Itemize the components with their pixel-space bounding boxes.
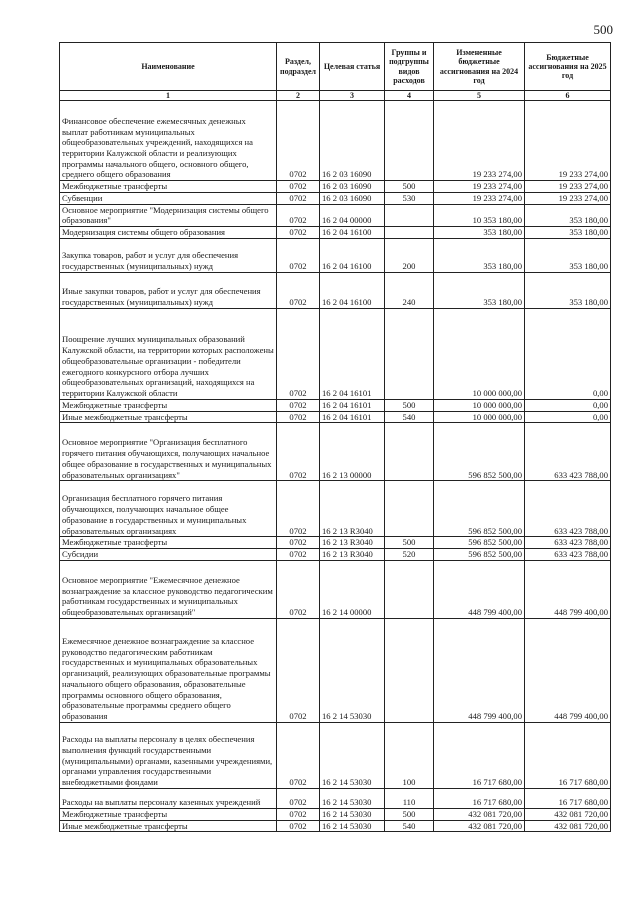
- row-value-2025: 633 423 788,00: [525, 423, 611, 481]
- row-article: 16 2 14 53030: [320, 722, 385, 788]
- row-section: 0702: [277, 788, 320, 808]
- row-group: [385, 101, 434, 181]
- row-value-2025: 19 233 274,00: [525, 101, 611, 181]
- row-name: Организация бесплатного горячего питания обучающихся, получающих начальное общее образование в государственных и муниципальных образовательных организациях: [60, 481, 277, 537]
- row-value-2025: 432 081 720,00: [525, 808, 611, 820]
- column-header-value-2025: Бюджетные ассигнования на 2025 год: [525, 43, 611, 91]
- row-article: 16 2 04 16101: [320, 399, 385, 411]
- row-group: 540: [385, 411, 434, 423]
- row-article: 16 2 04 16100: [320, 272, 385, 308]
- row-article: 16 2 14 53030: [320, 618, 385, 722]
- row-article: 16 2 04 16100: [320, 227, 385, 239]
- row-name: Межбюджетные трансферты: [60, 399, 277, 411]
- row-section: 0702: [277, 808, 320, 820]
- row-value-2024: 596 852 500,00: [434, 549, 525, 561]
- column-number: 6: [525, 91, 611, 101]
- row-name: Субсидии: [60, 549, 277, 561]
- row-section: 0702: [277, 399, 320, 411]
- row-name: Закупка товаров, работ и услуг для обеспечения государственных (муниципальных) нужд: [60, 238, 277, 272]
- row-section: 0702: [277, 227, 320, 239]
- row-name: Межбюджетные трансферты: [60, 181, 277, 193]
- row-name: Расходы на выплаты персоналу казенных учреждений: [60, 788, 277, 808]
- column-header-article: Целевая статья: [320, 43, 385, 91]
- row-section: 0702: [277, 537, 320, 549]
- row-group: 540: [385, 820, 434, 832]
- table-row: [60, 537, 611, 549]
- row-value-2025: 353 180,00: [525, 238, 611, 272]
- budget-table: [59, 42, 611, 832]
- column-number: 1: [60, 91, 277, 101]
- row-value-2024: 19 233 274,00: [434, 101, 525, 181]
- table-row: [60, 192, 611, 204]
- row-name: Основное мероприятие "Модернизация системы общего образования": [60, 204, 277, 226]
- row-section: 0702: [277, 722, 320, 788]
- row-article: 16 2 14 00000: [320, 560, 385, 618]
- table-row: [60, 399, 611, 411]
- column-header-name: Наименование: [60, 43, 277, 91]
- table-header-row: [60, 43, 611, 91]
- row-group: 500: [385, 181, 434, 193]
- table-row: [60, 308, 611, 399]
- table-row: [60, 549, 611, 561]
- row-value-2025: 16 717 680,00: [525, 722, 611, 788]
- row-group: 500: [385, 808, 434, 820]
- row-value-2025: 353 180,00: [525, 272, 611, 308]
- row-group: 520: [385, 549, 434, 561]
- row-value-2025: 0,00: [525, 399, 611, 411]
- row-section: 0702: [277, 560, 320, 618]
- table-row: [60, 101, 611, 181]
- row-value-2024: 16 717 680,00: [434, 722, 525, 788]
- row-section: 0702: [277, 820, 320, 832]
- column-number-row: [60, 91, 611, 101]
- row-value-2024: 10 353 180,00: [434, 204, 525, 226]
- row-name: Финансовое обеспечение ежемесячных денежных выплат работникам муниципальных общеобразовательных учреждений, находящихся на территории Калужской области и реализующих программы начального общего, основного общего, среднего общего образования: [60, 101, 277, 181]
- row-article: 16 2 13 R3040: [320, 537, 385, 549]
- row-value-2025: 633 423 788,00: [525, 549, 611, 561]
- row-group: [385, 227, 434, 239]
- row-article: 16 2 03 16090: [320, 181, 385, 193]
- row-value-2025: 633 423 788,00: [525, 481, 611, 537]
- column-header-value-2024: Измененные бюджетные ассигнования на 2024 год: [434, 43, 525, 91]
- table-row: [60, 722, 611, 788]
- row-value-2025: 633 423 788,00: [525, 537, 611, 549]
- row-value-2024: 448 799 400,00: [434, 560, 525, 618]
- row-article: 16 2 14 53030: [320, 788, 385, 808]
- row-value-2024: 353 180,00: [434, 272, 525, 308]
- page-number: 500: [593, 22, 613, 37]
- row-group: [385, 618, 434, 722]
- row-value-2024: 596 852 500,00: [434, 481, 525, 537]
- row-section: 0702: [277, 192, 320, 204]
- row-section: 0702: [277, 204, 320, 226]
- row-value-2024: 10 000 000,00: [434, 411, 525, 423]
- row-name: Межбюджетные трансферты: [60, 537, 277, 549]
- row-article: 16 2 13 00000: [320, 423, 385, 481]
- row-value-2024: 596 852 500,00: [434, 537, 525, 549]
- column-header-section: Раздел, подраздел: [277, 43, 320, 91]
- row-value-2024: 10 000 000,00: [434, 399, 525, 411]
- row-value-2024: 19 233 274,00: [434, 181, 525, 193]
- row-value-2025: 353 180,00: [525, 204, 611, 226]
- row-group: [385, 308, 434, 399]
- column-number: 3: [320, 91, 385, 101]
- row-name: Иные закупки товаров, работ и услуг для обеспечения государственных (муниципальных) нужд: [60, 272, 277, 308]
- row-article: 16 2 04 16101: [320, 411, 385, 423]
- row-section: 0702: [277, 181, 320, 193]
- row-article: 16 2 04 00000: [320, 204, 385, 226]
- row-value-2024: 353 180,00: [434, 238, 525, 272]
- row-value-2025: 448 799 400,00: [525, 560, 611, 618]
- row-article: 16 2 13 R3040: [320, 481, 385, 537]
- row-name: Поощрение лучших муниципальных образований Калужской области, на территории которых расположены общеобразовательные организации - победители ежегодного конкурсного отбора лучших общеобразовательных организаций, находящихся на территории Калужской области: [60, 308, 277, 399]
- table-row: [60, 481, 611, 537]
- column-number: 2: [277, 91, 320, 101]
- row-article: 16 2 14 53030: [320, 820, 385, 832]
- row-group: 500: [385, 399, 434, 411]
- row-section: 0702: [277, 238, 320, 272]
- row-section: 0702: [277, 423, 320, 481]
- row-group: 500: [385, 537, 434, 549]
- row-name: Модернизация системы общего образования: [60, 227, 277, 239]
- table-row: [60, 560, 611, 618]
- row-value-2024: 448 799 400,00: [434, 618, 525, 722]
- table-row: [60, 204, 611, 226]
- table-row: [60, 227, 611, 239]
- table-row: [60, 238, 611, 272]
- row-name: Межбюджетные трансферты: [60, 808, 277, 820]
- row-value-2025: 448 799 400,00: [525, 618, 611, 722]
- row-value-2025: 353 180,00: [525, 227, 611, 239]
- row-value-2024: 432 081 720,00: [434, 808, 525, 820]
- row-group: [385, 560, 434, 618]
- row-group: [385, 204, 434, 226]
- row-group: [385, 481, 434, 537]
- row-section: 0702: [277, 549, 320, 561]
- table-row: [60, 272, 611, 308]
- row-section: 0702: [277, 308, 320, 399]
- row-section: 0702: [277, 411, 320, 423]
- row-section: 0702: [277, 272, 320, 308]
- table-row: [60, 423, 611, 481]
- row-group: 200: [385, 238, 434, 272]
- column-header-groups: Группы и подгруппы видов расходов: [385, 43, 434, 91]
- row-article: 16 2 04 16100: [320, 238, 385, 272]
- row-name: Расходы на выплаты персоналу в целях обеспечения выполнения функций государственными (муниципальными) органами, казенными учреждениями, органами управления государственными внебюджетными фондами: [60, 722, 277, 788]
- row-group: 530: [385, 192, 434, 204]
- row-group: 110: [385, 788, 434, 808]
- row-section: 0702: [277, 481, 320, 537]
- row-value-2024: 10 000 000,00: [434, 308, 525, 399]
- row-value-2025: 0,00: [525, 308, 611, 399]
- row-section: 0702: [277, 618, 320, 722]
- table-row: [60, 618, 611, 722]
- table-row: [60, 808, 611, 820]
- table-row: [60, 820, 611, 832]
- row-name: Основное мероприятие "Ежемесячное денежное вознаграждение за классное руководство педагогическим работникам государственных и муниципальных общеобразовательных организаций": [60, 560, 277, 618]
- row-value-2024: 16 717 680,00: [434, 788, 525, 808]
- table-row: [60, 181, 611, 193]
- row-article: 16 2 13 R3040: [320, 549, 385, 561]
- row-value-2024: 19 233 274,00: [434, 192, 525, 204]
- column-number: 5: [434, 91, 525, 101]
- column-number: 4: [385, 91, 434, 101]
- row-value-2024: 596 852 500,00: [434, 423, 525, 481]
- row-group: 100: [385, 722, 434, 788]
- row-name: Иные межбюджетные трансферты: [60, 411, 277, 423]
- row-group: [385, 423, 434, 481]
- row-value-2024: 432 081 720,00: [434, 820, 525, 832]
- row-value-2025: 0,00: [525, 411, 611, 423]
- row-article: 16 2 14 53030: [320, 808, 385, 820]
- table-row: [60, 411, 611, 423]
- row-value-2024: 353 180,00: [434, 227, 525, 239]
- row-name: Ежемесячное денежное вознаграждение за классное руководство педагогическим работникам государственных и муниципальных образовательных организаций, реализующих образовательные программы начального общего образования, образовательные программы основного общего образования, образовательные программы среднего общего образования: [60, 618, 277, 722]
- row-section: 0702: [277, 101, 320, 181]
- row-name: Субвенции: [60, 192, 277, 204]
- row-name: Иные межбюджетные трансферты: [60, 820, 277, 832]
- table-row: [60, 788, 611, 808]
- row-article: 16 2 04 16101: [320, 308, 385, 399]
- row-group: 240: [385, 272, 434, 308]
- row-value-2025: 16 717 680,00: [525, 788, 611, 808]
- row-article: 16 2 03 16090: [320, 101, 385, 181]
- row-name: Основное мероприятие "Организация бесплатного горячего питания обучающихся, получающих начальное общее образование в государственных и муниципальных образовательных организациях": [60, 423, 277, 481]
- row-value-2025: 19 233 274,00: [525, 181, 611, 193]
- row-value-2025: 432 081 720,00: [525, 820, 611, 832]
- row-article: 16 2 03 16090: [320, 192, 385, 204]
- row-value-2025: 19 233 274,00: [525, 192, 611, 204]
